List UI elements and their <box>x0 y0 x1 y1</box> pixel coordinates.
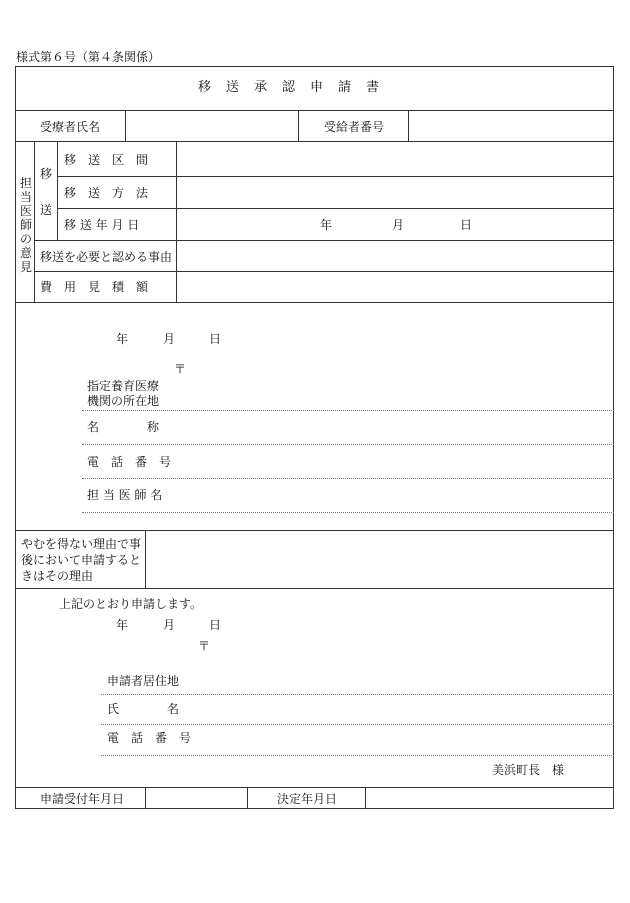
decision-date-label: 決定年月日 <box>277 792 338 806</box>
transfer-date-month: 月 <box>392 218 405 232</box>
apply-statement: 上記のとおり申請します。 <box>59 597 203 611</box>
applicant-address-label: 申請者居住地 <box>107 674 180 688</box>
inst-name-field[interactable] <box>170 412 613 442</box>
inst-address-field[interactable] <box>170 378 613 408</box>
cost-field[interactable] <box>177 272 613 301</box>
late-reason-field[interactable] <box>146 531 613 587</box>
doctor-opinion-label: 担当医師の意見 <box>19 176 32 274</box>
transfer-date-year: 年 <box>320 218 333 232</box>
reason-label: 移送を必要と認める事由 <box>40 250 173 264</box>
applicant-name-label: 氏 名 <box>107 702 180 716</box>
inst-address-label-1: 指定養育医療 <box>87 379 160 393</box>
receipt-date-label: 申請受付年月日 <box>40 792 125 806</box>
cost-label: 費 用 見 積 額 <box>40 280 149 294</box>
applicant-address-field[interactable] <box>190 664 613 692</box>
apply-month: 月 <box>163 618 176 632</box>
transfer-label-top: 移 <box>40 167 53 181</box>
patient-name-field[interactable] <box>126 111 298 140</box>
applicant-postal-mark: 〒 <box>198 639 211 653</box>
recipient-no-label: 受給者番号 <box>324 120 385 134</box>
doctor-name-label: 担 当 医 師 名 <box>87 488 163 502</box>
applicant-phone-field[interactable] <box>190 726 613 752</box>
transfer-date-label: 移 送 年 月 日 <box>64 218 140 232</box>
transfer-label-bottom: 送 <box>40 203 53 217</box>
transfer-date-day: 日 <box>460 218 473 232</box>
late-reason-label-1: やむを得ない理由で事 <box>21 537 142 551</box>
method-field[interactable] <box>177 177 613 208</box>
apply-year: 年 <box>116 618 129 632</box>
route-field[interactable] <box>177 142 613 175</box>
applicant-phone-label: 電 話 番 号 <box>107 731 192 745</box>
decision-date-field[interactable] <box>366 788 613 808</box>
cert-year: 年 <box>116 332 129 346</box>
inst-phone-field[interactable] <box>170 446 613 476</box>
inst-postal-mark: 〒 <box>174 362 187 376</box>
method-label: 移 送 方 法 <box>64 186 149 200</box>
patient-name-label: 受療者氏名 <box>40 120 101 134</box>
inst-phone-label: 電 話 番 号 <box>87 455 172 469</box>
apply-day: 日 <box>209 618 222 632</box>
late-reason-label-3: きはその理由 <box>21 569 94 583</box>
form-number: 様式第６号（第４条関係） <box>16 50 161 64</box>
addressee: 美浜町長 様 <box>492 763 565 777</box>
cert-day: 日 <box>209 332 222 346</box>
receipt-date-field[interactable] <box>146 788 247 808</box>
inst-name-label: 名 称 <box>87 420 160 434</box>
inst-address-label-2: 機関の所在地 <box>87 394 160 408</box>
recipient-no-field[interactable] <box>409 111 613 140</box>
form-title: 移 送 承 認 申 請 書 <box>198 80 381 95</box>
cert-month: 月 <box>163 332 176 346</box>
reason-field[interactable] <box>177 241 613 271</box>
applicant-name-field[interactable] <box>190 696 613 722</box>
late-reason-label-2: 後において申請すると <box>21 553 142 567</box>
route-label: 移 送 区 間 <box>64 153 149 167</box>
doctor-name-field[interactable] <box>170 480 613 510</box>
